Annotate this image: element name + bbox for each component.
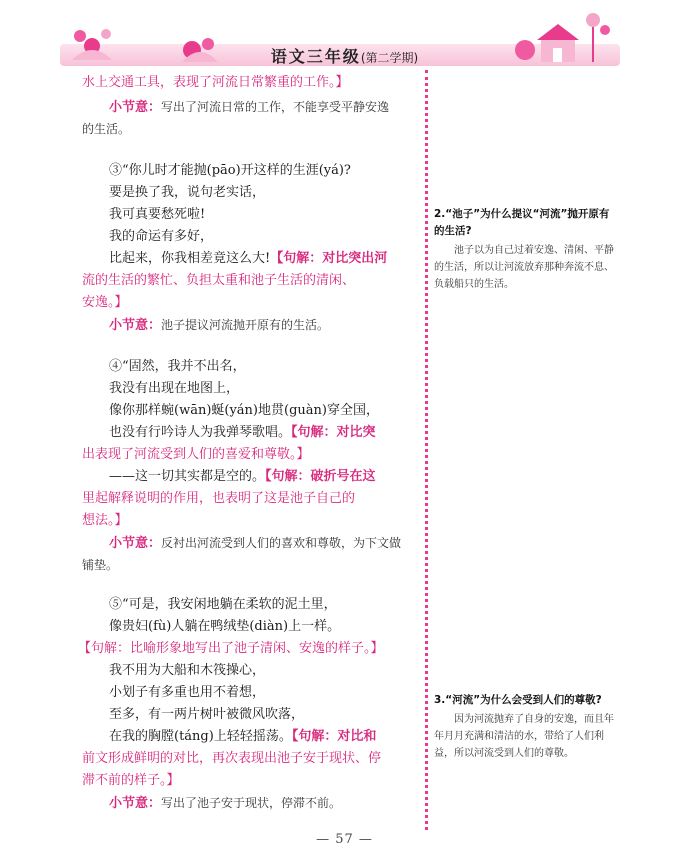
text-line: 至多，有一两片树叶被微风吹落，: [109, 707, 305, 722]
text-line: 比起来，你我相差竟这么大!【句解：对比突出河: [109, 251, 388, 266]
page-title: 语文三年级(第二学期): [270, 47, 419, 66]
section-summary: 小节意：写出了池子安于现状，停滞不前。: [109, 796, 342, 811]
text-line: ④“固然，我并不出名，: [109, 359, 246, 374]
text-line: ③“你儿时才能抛(pāo)开这样的生涯(yá)?: [109, 163, 351, 178]
text-line: 我不用为大船和木筏操心，: [109, 663, 266, 678]
text-line: 流的生活的繁忙、负担太重和池子生活的清闲、: [82, 273, 356, 288]
page-number: — 57 —: [316, 832, 373, 847]
text-line: 我可真要愁死啦!: [109, 207, 206, 222]
answer-text: 池子以为自己过着安逸、清闲、平静的生活，所以让河流放弃那种奔流不息、负载船只的生活。: [434, 245, 614, 290]
text-line: 【句解：比喻形象地写出了池子清闲、安逸的样子。】: [78, 641, 384, 656]
page-header: [0, 0, 689, 70]
text-line: 我的命运有多好，: [109, 229, 214, 244]
text-line: 滞不前的样子。】: [82, 773, 180, 788]
text-line: ——这一切其实都是空的。【句解：破折号在这: [109, 469, 376, 484]
text-line: 铺垫。: [82, 558, 119, 572]
text-line: ⑤“可是，我安闲地躺在柔软的泥土里，: [109, 597, 337, 612]
text-line: 的生活。: [82, 122, 131, 136]
text-line: 出表现了河流受到人们的喜爱和尊敬。】: [82, 447, 310, 462]
side-question-2: [434, 206, 619, 293]
answer-text: 因为河流抛弃了自身的安逸，而且年年月月充满和清洁的水，带给了人们利益，所以河流受到人们的尊敬。: [434, 714, 614, 759]
section-summary: 小节意：写出了河流日常的工作，不能享受平静安逸: [109, 100, 390, 115]
text-line: 安逸。】: [82, 295, 128, 310]
question-text: 3.“河流”为什么会受到人们的尊敬?: [434, 694, 602, 706]
column-divider: [425, 70, 428, 830]
text-line: 里起解释说明的作用，也表明了这是池子自己的: [82, 491, 356, 506]
text-line: 想法。】: [82, 513, 128, 528]
text-line: 也没有行吟诗人为我弹琴歌唱。【句解：对比突: [109, 425, 376, 440]
text-line: 在我的胸膛(táng)上轻轻摇荡。【句解：对比和: [109, 729, 377, 744]
text-line: 水上交通工具，表现了河流日常繁重的工作。】: [82, 75, 349, 90]
section-summary: 小节意：反衬出河流受到人们的喜欢和尊敬，为下文做: [109, 536, 402, 551]
text-line: 前文形成鲜明的对比，再次表现出池子安于现状、停: [82, 751, 382, 766]
text-line: 我没有出现在地图上，: [109, 381, 240, 396]
section-summary: 小节意：池子提议河流抛开原有的生活。: [109, 318, 330, 333]
text-line: 像你那样蜿(wān)蜒(yán)地贯(guàn)穿全国，: [109, 403, 379, 418]
side-question-3: [434, 692, 619, 762]
text-line: 小划子有多重也用不着想，: [109, 685, 266, 700]
text-line: 要是换了我，说句老实话，: [109, 185, 266, 200]
question-text: 2.“池子”为什么提议“河流”抛开原有的生活?: [434, 208, 610, 237]
text-line: 像贵妇(fù)人躺在鸭绒垫(diàn)上一样。: [109, 619, 341, 634]
